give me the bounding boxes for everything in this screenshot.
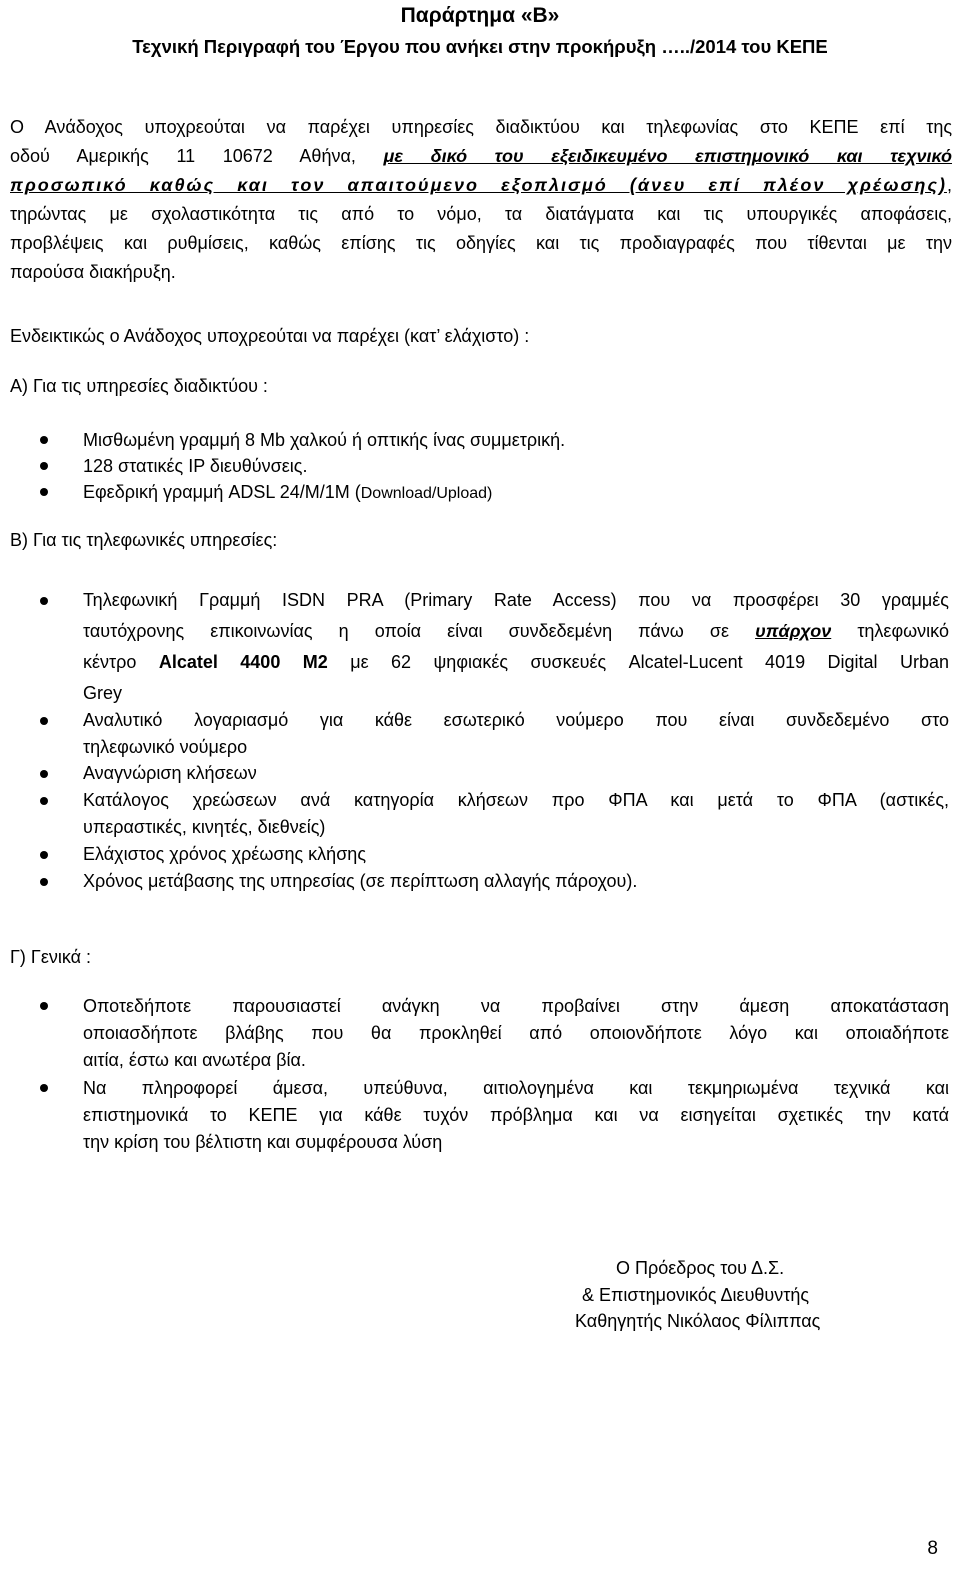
signature-name: Καθηγητής Νικόλαος Φίλιππας	[575, 1311, 821, 1331]
intro-line: παρούσα διακήρυξη.	[10, 262, 176, 282]
list-item-line: τηλεφωνικό νούμερο	[83, 737, 248, 757]
page-subtitle: Τεχνική Περιγραφή του Έργου που ανήκει στην προκήρυξη …../2014 του ΚΕΠΕ	[132, 36, 828, 57]
bullet	[40, 597, 48, 605]
list-item-text: Download/Upload)	[360, 485, 493, 502]
list-item-text: κέντρο	[83, 652, 137, 672]
bullet	[40, 436, 48, 444]
list-item	[83, 479, 949, 507]
list-item-text: Εφεδρική γραμμή ADSL 24/M/1M (	[83, 482, 361, 502]
page-title: Παράρτημα «Β»	[400, 4, 560, 27]
list-item: Μισθωμένη γραμμή 8 Mb χαλκού ή οπτικής ίνας συμμετρική.	[83, 430, 566, 450]
list-item-line: Grey	[83, 683, 123, 703]
page-number: 8	[927, 1538, 938, 1559]
list-item-line: Αναλυτικό λογαριασμό για κάθε εσωτερικό νούμερο που είναι συνδεδεμένο στο	[83, 710, 949, 730]
indicative-statement: Ενδεικτικώς ο Ανάδοχος υποχρεούται να παρέχει (κατ’ ελάχιστο) :	[10, 326, 530, 346]
signature-title: Ο Πρόεδρος του Δ.Σ.	[616, 1258, 785, 1278]
intro-line	[10, 142, 952, 171]
section-a-heading: Α) Για τις υπηρεσίες διαδικτύου :	[10, 376, 268, 396]
bullet	[40, 878, 48, 886]
signature-role: & Επιστημονικός Διευθυντής	[582, 1285, 810, 1305]
list-item-text: τηλεφωνικό	[857, 621, 949, 641]
list-item-text: με 62 ψηφιακές συσκευές Alcatel-Lucent 4019 Digital Urban	[350, 652, 950, 672]
section-c-heading: Γ) Γενικά :	[10, 947, 92, 967]
intro-line: τηρώντας με σχολαστικότητα τις από το νόμο, τα διατάγματα και τις υπουργικές αποφάσεις,	[10, 204, 952, 224]
bullet	[40, 488, 48, 496]
list-item-line: την κρίση του βέλτιστη και συμφέρουσα λύση	[83, 1132, 443, 1152]
bullet	[40, 851, 48, 859]
intro-paragraph	[10, 113, 952, 287]
list-item-line: Οποτεδήποτε παρουσιαστεί ανάγκη να προβαίνει στην άμεση αποκατάσταση	[83, 996, 949, 1016]
intro-line: προβλέψεις και ρυθμίσεις, καθώς επίσης τις οδηγίες και τις προδιαγραφές που τίθενται με την	[10, 233, 952, 253]
list-item-line: οποιασδήποτε βλάβης που θα προκληθεί από οποιονδήποτε λόγο και οποιαδήποτε	[83, 1023, 949, 1043]
list-item	[83, 1075, 949, 1156]
list-item-line: αιτία, έστω και ανωτέρα βία.	[83, 1050, 306, 1070]
bullet	[40, 770, 48, 778]
list-item	[83, 993, 949, 1074]
list-item-line: υπεραστικές, κινητές, διεθνείς)	[83, 817, 326, 837]
list-item	[83, 585, 949, 709]
list-item: Χρόνος μετάβασης της υπηρεσίας (σε περίπτωση αλλαγής πάροχου).	[83, 871, 638, 891]
intro-emphasis: με δικό του εξειδικευμένο επιστημονικό και τεχνικό	[383, 146, 952, 166]
bullet	[40, 717, 48, 725]
bullet	[40, 1002, 48, 1010]
list-item: Αναγνώριση κλήσεων	[83, 763, 257, 783]
bullet	[40, 462, 48, 470]
bullet	[40, 1084, 48, 1092]
intro-text: οδού Αμερικής 11 10672 Αθήνα,	[10, 146, 356, 166]
list-item-line: Κατάλογος χρεώσεων ανά κατηγορία κλήσεων προ ΦΠΑ και μετά το ΦΠΑ (αστικές,	[83, 790, 949, 810]
list-item	[83, 707, 949, 761]
bullet	[40, 797, 48, 805]
list-item: Ελάχιστος χρόνος χρέωσης κλήσης	[83, 844, 366, 864]
intro-line: Ο Ανάδοχος υποχρεούται να παρέχει υπηρεσίες διαδικτύου και τηλεφωνίας στο ΚΕΠΕ επί της	[10, 117, 952, 137]
bold-text: Alcatel 4400 M2	[158, 652, 328, 672]
list-item-line	[83, 616, 949, 647]
list-item-line: Τηλεφωνική Γραμμή ISDN PRA (Primary Rate Access) που να προσφέρει 30 γραμμές	[83, 590, 949, 610]
list-item-line: επιστημονικά το ΚΕΠΕ για κάθε τυχόν πρόβλημα και να εισηγείται σχετικές την κατά	[83, 1105, 949, 1125]
intro-line	[10, 171, 952, 200]
list-item: 128 στατικές IP διευθύνσεις.	[83, 456, 308, 476]
list-item-text: ταυτόχρονης επικοινωνίας η οποία είναι συνδεδεμένη πάνω σε	[83, 621, 729, 641]
list-item-line: Να πληροφορεί άμεσα, υπεύθυνα, αιτιολογημένα και τεκμηριωμένα τεχνικά και	[83, 1078, 949, 1098]
list-item	[83, 787, 949, 841]
intro-emphasis: προσωπικό καθώς και τον απαιτούμενο εξοπλισμό (άνευ επί πλέον χρέωσης)	[10, 175, 947, 195]
list-item-line	[83, 647, 949, 678]
intro-text: ,	[946, 175, 952, 195]
section-b-heading: Β) Για τις τηλεφωνικές υπηρεσίες:	[10, 530, 278, 550]
emphasis-text: υπάρχον	[755, 621, 832, 641]
